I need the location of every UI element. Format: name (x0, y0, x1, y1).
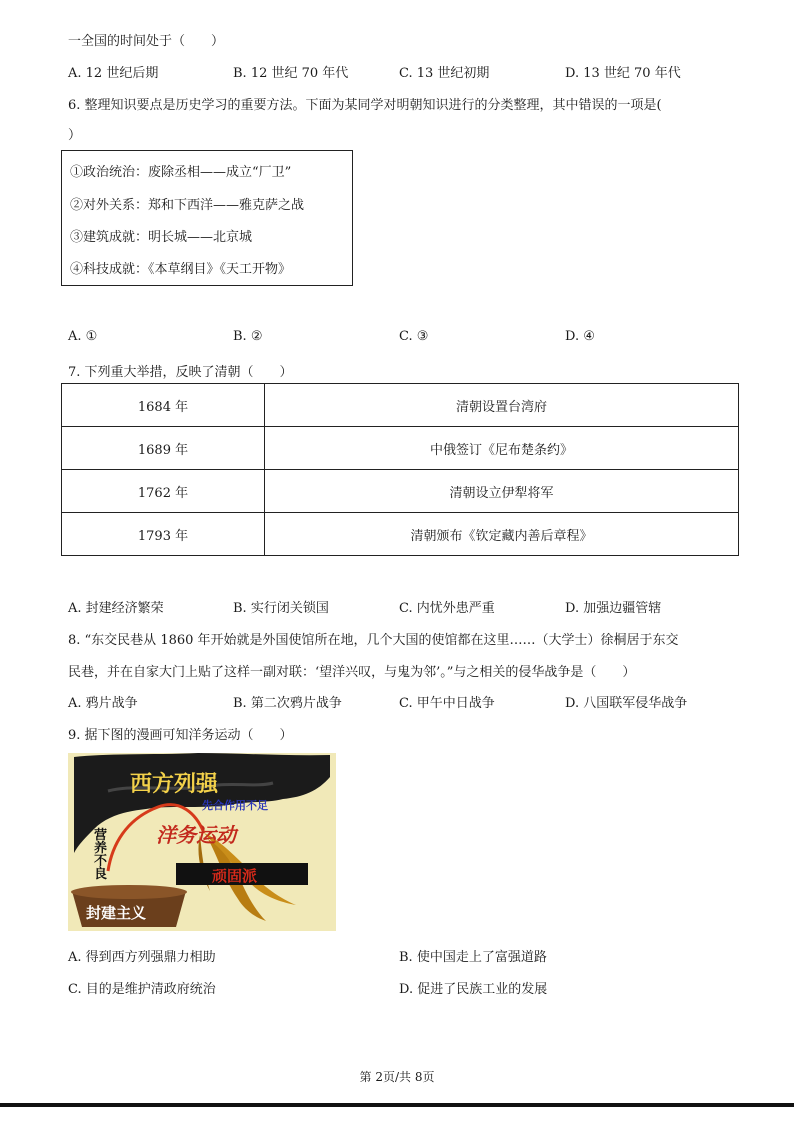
q6-box-item: ②对外关系：郑和下西洋——雅克萨之战 (70, 198, 305, 213)
q6-option-a: A. ① (68, 329, 98, 344)
cartoon-title: 西方列强 (130, 772, 219, 797)
q7-option-c: C. 内忧外患严重 (399, 601, 495, 616)
table-cell-event: 中俄签订《尼布楚条约》 (265, 427, 739, 470)
q7-option-a: A. 封建经济繁荣 (68, 601, 164, 616)
q6-option-d: D. ④ (565, 329, 595, 344)
table-row (62, 427, 739, 470)
table-cell-year: 1689 年 (62, 427, 265, 470)
q6-box-item: ③建筑成就：明长城——北京城 (70, 230, 253, 245)
q8-stem-line1: 8. “东交民巷从 1860 年开始就是外国使馆所在地，几个大国的使馆都在这里……（大学士）徐桐居于东交 (68, 633, 679, 648)
q9-stem: 9. 据下图的漫画可知洋务运动（ ） (68, 728, 293, 743)
q6-option-c: C. ③ (399, 329, 429, 344)
cartoon-sub2: 洋务运动 (156, 823, 236, 847)
table-cell-event: 清朝设立伊犁将军 (265, 470, 739, 513)
cartoon-pot-label: 封建主义 (86, 904, 147, 922)
q5-stem-tail: 一全国的时间处于（ ） (68, 34, 225, 49)
q8-stem-line2: 民巷，并在自家大门上贴了这样一副对联：‘望洋兴叹，与鬼为邻’。”与之相关的侵华战争是（ ） (68, 665, 636, 680)
table-cell-year: 1684 年 (62, 384, 265, 427)
page-number: 第 2页/共 8页 (359, 1070, 435, 1084)
q7-table (61, 383, 739, 556)
table-cell-year: 1793 年 (62, 513, 265, 556)
q6-box-item: ④科技成就：《本草纲目》《天工开物》 (70, 262, 292, 277)
table-row (62, 384, 739, 427)
q6-stem-line1: 6. 整理知识要点是历史学习的重要方法。下面为某同学对明朝知识进行的分类整理，其中错误的一项是( (68, 98, 662, 113)
cartoon-sub1: 先合作用不足 (202, 799, 268, 812)
q5-option-d: D. 13 世纪 70 年代 (565, 66, 681, 81)
q9-option-a: A. 得到西方列强鼎力相助 (68, 950, 216, 965)
q7-stem: 7. 下列重大举措，反映了清朝（ ） (68, 365, 293, 380)
q8-option-a: A. 鸦片战争 (68, 696, 138, 711)
q7-option-b: B. 实行闭关锁国 (233, 601, 329, 616)
q6-knowledge-box (61, 150, 353, 286)
q6-stem-line2: ） (68, 128, 82, 143)
cartoon-left-label: 营养不良 (94, 828, 108, 882)
q9-option-d: D. 促进了民族工业的发展 (399, 982, 548, 997)
q8-option-b: B. 第二次鸦片战争 (233, 696, 342, 711)
cartoon-band-label: 顽固派 (212, 867, 258, 885)
table-cell-event: 清朝设置台湾府 (265, 384, 739, 427)
q9-option-b: B. 使中国走上了富强道路 (399, 950, 547, 965)
q5-option-a: A. 12 世纪后期 (68, 66, 159, 81)
q9-option-c: C. 目的是维护清政府统治 (68, 982, 216, 997)
q6-box-item: ①政治统治：废除丞相——成立“厂卫” (70, 165, 292, 180)
table-cell-year: 1762 年 (62, 470, 265, 513)
westernization-cartoon (68, 753, 336, 931)
table-cell-event: 清朝颁布《钦定藏内善后章程》 (265, 513, 739, 556)
q5-option-c: C. 13 世纪初期 (399, 66, 490, 81)
q5-option-b: B. 12 世纪 70 年代 (233, 66, 349, 81)
q8-option-d: D. 八国联军侵华战争 (565, 696, 688, 711)
bottom-divider (0, 1103, 794, 1107)
q7-option-d: D. 加强边疆管辖 (565, 601, 662, 616)
table-row (62, 513, 739, 556)
table-row (62, 470, 739, 513)
q8-option-c: C. 甲午中日战争 (399, 696, 495, 711)
q6-option-b: B. ② (233, 329, 263, 344)
